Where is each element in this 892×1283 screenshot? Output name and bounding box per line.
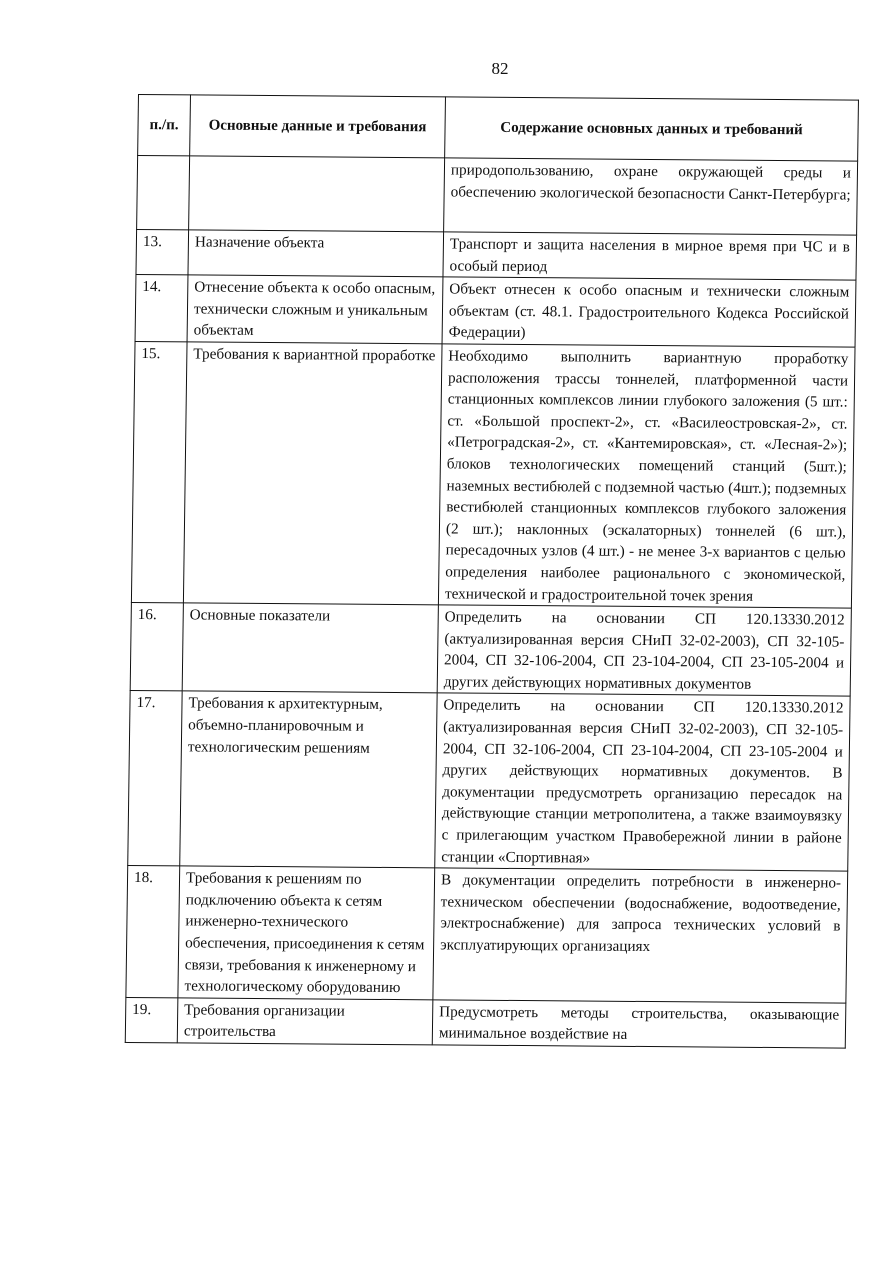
table-row-18 bbox=[126, 866, 848, 1003]
row-content: Определить на основании СП 120.13330.2012 (актуализированная версия СНиП 32-02-2003), СП 32-105-2004, СП 32-106-2004, СП 23-104-2004, СП 23-105-2004 и других действующих нормативных документов bbox=[437, 605, 851, 697]
row-content: Транспорт и защита населения в мирное время при ЧС и в особый период bbox=[443, 232, 857, 280]
table-row-15 bbox=[131, 341, 855, 608]
table-row-16 bbox=[130, 603, 851, 697]
row-number: 15. bbox=[131, 341, 187, 603]
table-row-14 bbox=[135, 275, 856, 347]
table-header-row bbox=[138, 95, 859, 162]
document-page bbox=[125, 94, 858, 1049]
row-name: Требования к вариантной проработке bbox=[183, 342, 442, 605]
requirements-table bbox=[125, 94, 859, 1049]
row-name: Основные показатели bbox=[182, 603, 438, 693]
row-number: 13. bbox=[136, 229, 189, 275]
row-number: 19. bbox=[125, 997, 178, 1043]
row-number: 14. bbox=[135, 275, 188, 342]
row-content: природопользованию, охране окружающей среды и обеспечению экологической безопасности Санкт-Петербурга; bbox=[444, 158, 858, 235]
row-content: Определить на основании СП 120.13330.2012 (актуализированная версия СНиП 32-02-2003), СП 32-105-2004, СП 32-106-2004, СП 23-104-2004, СП 23-105-2004 и других действующих нормативных документов. В документации предусмотреть организацию пересадок на действующие станции метрополитена, а также взаимоувязку с прилегающим участком Правобережной линии в районе станции «Спортивная» bbox=[435, 693, 850, 871]
header-content: Содержание основных данных и требований bbox=[445, 97, 859, 161]
row-number: 18. bbox=[126, 866, 180, 998]
table-row-19 bbox=[125, 997, 846, 1048]
row-number: 16. bbox=[130, 603, 183, 692]
table-row-13 bbox=[136, 229, 857, 280]
row-number: 17. bbox=[128, 691, 182, 866]
row-name bbox=[189, 156, 445, 232]
row-content: Предусмотреть методы строительства, оказывающие минимальное воздействие на bbox=[432, 1000, 846, 1048]
row-content: В документации определить потребности в инженерно-техническом обеспечении (водоснабжение, водоотведение, электроснабжение) для запроса технических условий в эксплуатирующих организациях bbox=[433, 868, 848, 1003]
row-number bbox=[137, 155, 190, 229]
table-row-continuation bbox=[137, 155, 858, 235]
row-content: Необходимо выполнить вариантную проработку расположения трассы тоннелей, платформенной части станционных комплексов линии глубокого заложения (5 шт.: ст. «Большой проспект-2», ст. «Василеостровская-2», ст. «Петроградская-2», ст. «Кантемировская», ст. «Лесная-2»); блоков технологических помещений станций (5шт.); наземных вестибюлей с подземной частью (4шт.); подземных вестибюлей станционных комплексов глубокого заложения (2 шт.); наклонных (эскалаторных) тоннелей (6 шт.), пересадочных узлов (4 шт.) - не менее 3-х вариантов с целью определения наиболее рационального с экономической, технической и градостроительной точек зрения bbox=[438, 344, 855, 608]
row-name: Требования к решениям по подключению объекта к сетям инженерно-технического обеспечения, присоединения к сетям связи, требования к инженерному и технологическому оборудованию bbox=[178, 866, 435, 1000]
table-row-17 bbox=[128, 691, 850, 871]
row-content: Объект отнесен к особо опасным и технически сложным объектам (ст. 48.1. Градостроительного Кодекса Российской Федерации) bbox=[442, 277, 856, 347]
row-name: Требования к архитектурным, объемно-планировочным и технологическим решениям bbox=[180, 691, 437, 868]
row-name: Требования организации строительства bbox=[177, 998, 433, 1045]
row-name: Отнесение объекта к особо опасным, технически сложным и уникальным объектам bbox=[187, 275, 443, 344]
row-name: Назначение объекта bbox=[188, 230, 444, 277]
header-name: Основные данные и требования bbox=[190, 95, 446, 158]
header-num: п./п. bbox=[138, 95, 191, 156]
page-number: 82 bbox=[491, 59, 509, 78]
